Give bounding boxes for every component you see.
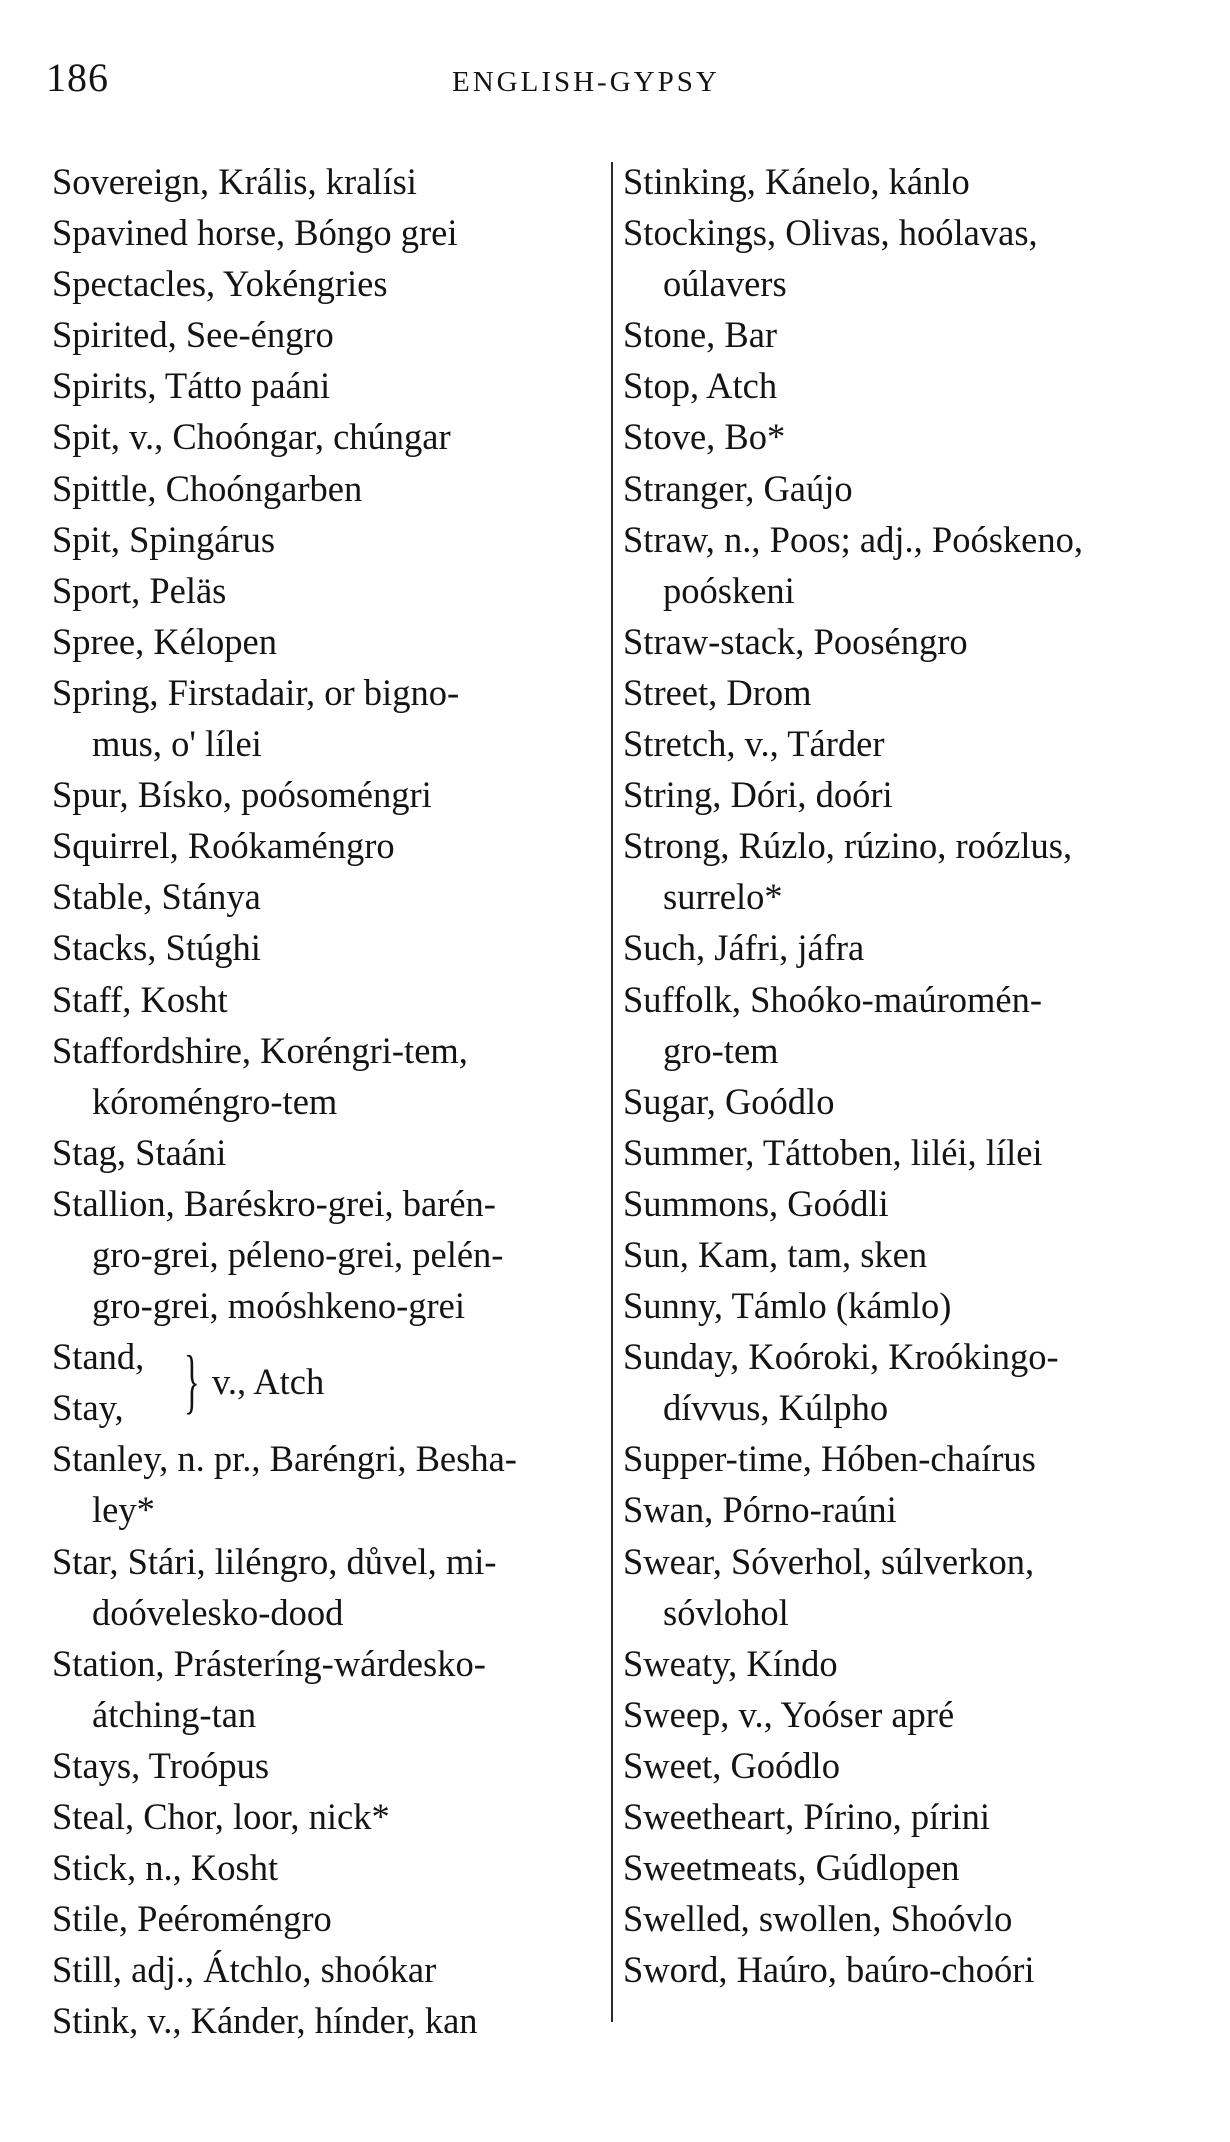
dictionary-entry: Spit, Spingárus [52,518,276,560]
dictionary-entry: Stile, Peéroméngro [52,1898,332,1940]
dictionary-entry-continuation: gro-tem [663,1029,779,1071]
dictionary-entry-continuation: gro-grei, péleno-grei, pelén- [92,1233,504,1275]
dictionary-entry: Stays, Troópus [52,1744,270,1786]
dictionary-entry: Sugar, Goódlo [623,1080,835,1122]
right-column [623,156,1203,1995]
dictionary-entry: Spavined horse, Bóngo grei [52,212,458,254]
dictionary-entry-continuation: átching-tan [92,1693,257,1735]
dictionary-entry: Swelled, swollen, Shoóvlo [623,1898,1013,1940]
dictionary-entry-continuation: mus, o' lílei [92,723,262,765]
dictionary-entry: Sweaty, Kíndo [623,1642,838,1684]
dictionary-entry: Spirits, Tátto paáni [52,365,331,407]
dictionary-entry: Spree, Kélopen [52,620,278,662]
dictionary-entry: Supper-time, Hóben-chaírus [623,1438,1036,1480]
dictionary-entry: Stag, Staáni [52,1131,227,1173]
dictionary-entry: Stable, Stánya [52,876,261,918]
dictionary-entry: Sun, Kam, tam, sken [623,1233,928,1275]
dictionary-entry: Still, adj., Átchlo, shoókar [52,1949,437,1991]
brace-symbol: } [184,1341,200,1422]
dictionary-entry-continuation: oúlavers [663,263,787,305]
dictionary-entry: Sweet, Goódlo [623,1744,840,1786]
dictionary-entry: Stove, Bo* [623,416,786,458]
entry-word-stand: Stand, [52,1336,145,1378]
dictionary-entry: Sweetmeats, Gúdlopen [623,1847,960,1889]
dictionary-entry-continuation: poóskeni [663,569,795,611]
dictionary-entry: Sunday, Koóroki, Kroókingo- [623,1336,1059,1378]
dictionary-entry: Steal, Chor, loor, nick* [52,1796,390,1837]
dictionary-entry-continuation: kóroméngro-tem [92,1080,338,1122]
dictionary-entry: Station, Prásteríng-wárdesko- [52,1642,486,1684]
dictionary-entry: Straw-stack, Pooséngro [623,620,968,662]
dictionary-entry: Squirrel, Roókaméngro [52,825,395,867]
page-number: 186 [46,55,109,100]
dictionary-entry: Suffolk, Shoóko-maúromén- [623,978,1043,1020]
dictionary-entry: Swear, Sóverhol, súlverkon, [623,1540,1035,1582]
dictionary-entry: Staffordshire, Koréngri-tem, [52,1029,468,1071]
dictionary-entry: Sword, Haúro, baúro-choóri [623,1949,1035,1991]
column-divider [611,162,613,2022]
running-head: ENGLISH-GYPSY [452,66,720,98]
dictionary-entry: Sweep, v., Yoóser apré [623,1693,955,1735]
dictionary-entry: Staff, Kosht [52,978,228,1020]
dictionary-entry: Stinking, Kánelo, kánlo [623,161,970,202]
shared-definition: v., Atch [212,1361,325,1403]
dictionary-entry-continuation: ley* [92,1489,155,1531]
dictionary-entry: Swan, Pórno-raúni [623,1489,897,1531]
dictionary-entry: Spirited, See-éngro [52,314,334,356]
dictionary-entry: Stacks, Stúghi [52,927,261,969]
dictionary-entry: Star, Stári, liléngro, důvel, mi- [52,1540,497,1582]
dictionary-entry: Stranger, Gaújo [623,467,853,509]
dictionary-entry: Summons, Goódli [623,1182,889,1224]
dictionary-entry: Stockings, Olivas, hoólavas, [623,212,1038,254]
dictionary-entry: Spring, Firstadair, or bigno- [52,671,460,713]
dictionary-entry: Stick, n., Kosht [52,1847,279,1889]
dictionary-entry: String, Dóri, doóri [623,774,893,816]
stand-stay-group [52,1331,607,1433]
dictionary-entry: Stretch, v., Tárder [623,723,885,765]
dictionary-entry: Stone, Bar [623,314,778,356]
dictionary-entry-continuation: gro-grei, moóshkeno-grei [92,1285,466,1327]
dictionary-entry: Stop, Atch [623,365,778,407]
dictionary-entry: Such, Jáfri, jáfra [623,927,865,969]
dictionary-entry: Street, Drom [623,671,812,713]
dictionary-entry: Spur, Bísko, poósoméngri [52,774,432,816]
dictionary-entry: Sunny, Támlo (kámlo) [623,1285,952,1327]
dictionary-entry: Stink, v., Kánder, hínder, kan [52,2000,478,2042]
dictionary-entry: Spittle, Choóngarben [52,467,363,509]
dictionary-entry-continuation: surrelo* [663,876,783,918]
dictionary-entry: Stanley, n. pr., Baréngri, Besha- [52,1438,517,1480]
dictionary-entry: Sovereign, Krális, kralísi [52,161,417,202]
dictionary-entry: Sweetheart, Pírino, pírini [623,1796,990,1837]
dictionary-entry: Spit, v., Choóngar, chúngar [52,416,451,458]
left-column [52,156,607,2046]
dictionary-entry: Summer, Táttoben, liléi, lílei [623,1131,1043,1173]
entry-word-stay: Stay, [52,1387,124,1429]
dictionary-entry: Stallion, Baréskro-grei, barén- [52,1182,496,1224]
dictionary-entry-continuation: dívvus, Kúlpho [663,1387,889,1429]
dictionary-entry: Straw, n., Poos; adj., Poóskeno, [623,518,1083,560]
dictionary-entry: Spectacles, Yokéngries [52,263,388,305]
dictionary-entry: Strong, Rúzlo, rúzino, roózlus, [623,825,1073,867]
dictionary-entry: Sport, Peläs [52,569,227,611]
dictionary-entry-continuation: sóvlohol [663,1591,789,1633]
dictionary-entry-continuation: doóvelesko-dood [92,1591,344,1633]
